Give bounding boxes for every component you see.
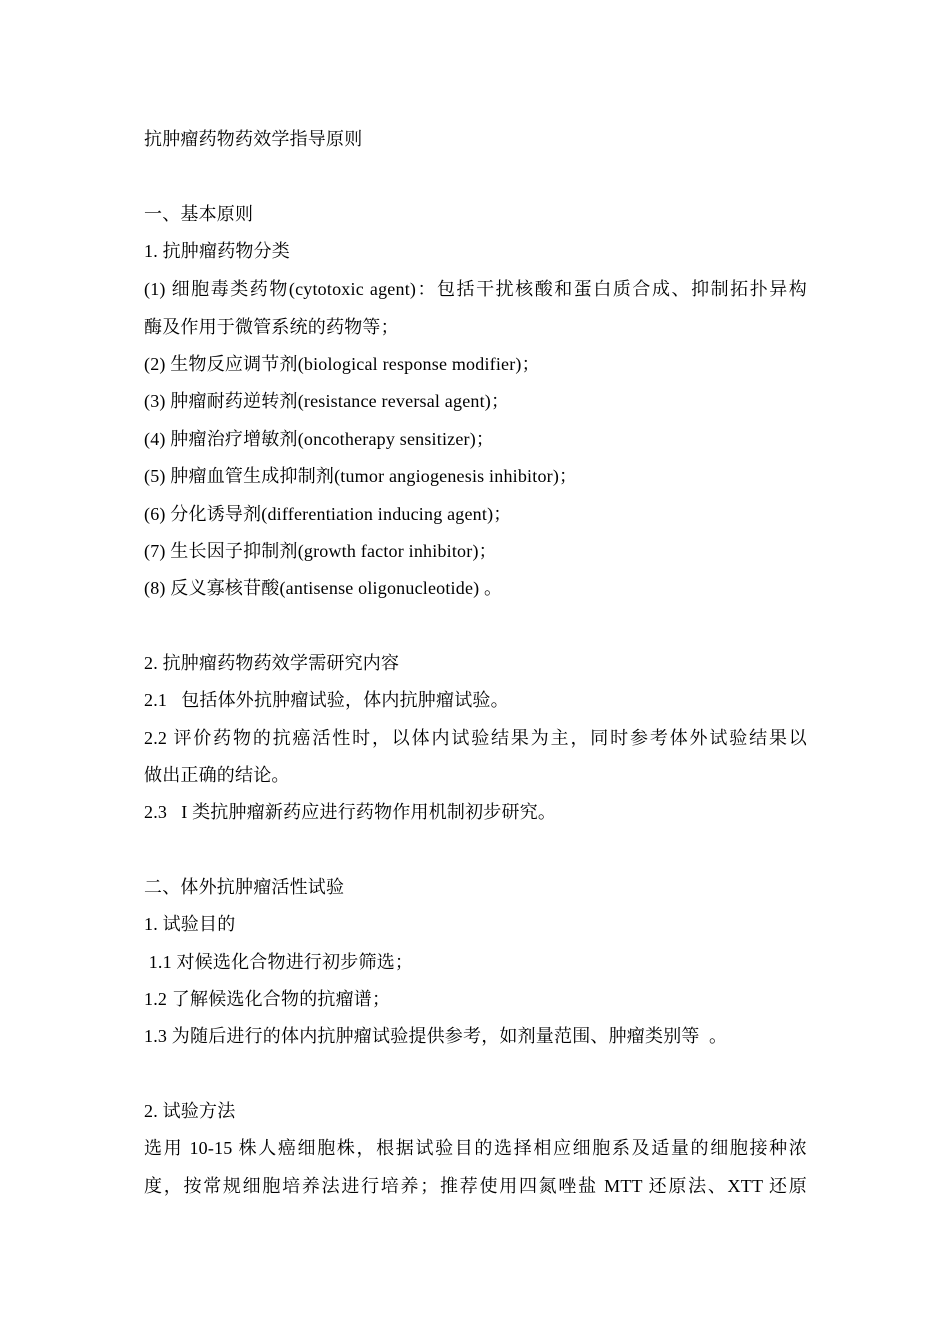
purpose-item-1-2: 1.2 了解候选化合物的抗瘤谱； bbox=[144, 989, 391, 1009]
classification-item-4: (4) 肿瘤治疗增敏剂(oncotherapy sensitizer)； bbox=[144, 429, 495, 449]
classification-item-1-cont: 酶及作用于微管系统的药物等； bbox=[144, 317, 399, 337]
classification-item-5: (5) 肿瘤血管生成抑制剂(tumor angiogenesis inhibitor)； bbox=[144, 466, 578, 486]
research-item-2-2: 2.2 评价药物的抗癌活性时，以体内试验结果为主，同时参考体外试验结果以 bbox=[144, 728, 807, 748]
classification-item-7: (7) 生长因子抑制剂(growth factor inhibitor)； bbox=[144, 541, 497, 561]
section-heading-basic-principles: 一、基本原则 bbox=[144, 204, 254, 224]
subsection-heading-purpose: 1. 试验目的 bbox=[144, 914, 236, 934]
subsection-heading-method: 2. 试验方法 bbox=[144, 1101, 236, 1121]
classification-item-2: (2) 生物反应调节剂(biological response modifier)； bbox=[144, 354, 540, 374]
classification-item-3: (3) 肿瘤耐药逆转剂(resistance reversal agent)； bbox=[144, 391, 510, 411]
method-paragraph-line-2: 度，按常规细胞培养法进行培养；推荐使用四氮唑盐 MTT 还原法、XTT 还原 bbox=[144, 1176, 807, 1196]
research-item-2-1: 2.1 包括体外抗肿瘤试验，体内抗肿瘤试验。 bbox=[144, 690, 509, 710]
classification-item-8: (8) 反义寡核苷酸(antisense oligonucleotide) 。 bbox=[144, 578, 503, 598]
classification-item-6: (6) 分化诱导剂(differentiation inducing agent)； bbox=[144, 504, 512, 524]
purpose-item-1-1: 1.1 对候选化合物进行初步筛选； bbox=[144, 952, 414, 972]
method-paragraph-line-1: 选用 10-15 株人癌细胞株，根据试验目的选择相应细胞系及适量的细胞接种浓 bbox=[144, 1138, 807, 1158]
subsection-heading-research-content: 2. 抗肿瘤药物药效学需研究内容 bbox=[144, 653, 400, 673]
subsection-heading-drug-classification: 1. 抗肿瘤药物分类 bbox=[144, 241, 290, 261]
document-title: 抗肿瘤药物药效学指导原则 bbox=[144, 129, 363, 149]
classification-item-1: (1) 细胞毒类药物(cytotoxic agent)：包括干扰核酸和蛋白质合成、抑制拓扑异构 bbox=[144, 279, 807, 299]
purpose-item-1-3: 1.3 为随后进行的体内抗肿瘤试验提供参考，如剂量范围、肿瘤类别等 。 bbox=[144, 1026, 728, 1046]
section-heading-in-vitro: 二、体外抗肿瘤活性试验 bbox=[144, 877, 345, 897]
research-item-2-2-cont: 做出正确的结论。 bbox=[144, 765, 290, 785]
research-item-2-3: 2.3 I 类抗肿瘤新药应进行药物作用机制初步研究。 bbox=[144, 802, 557, 822]
